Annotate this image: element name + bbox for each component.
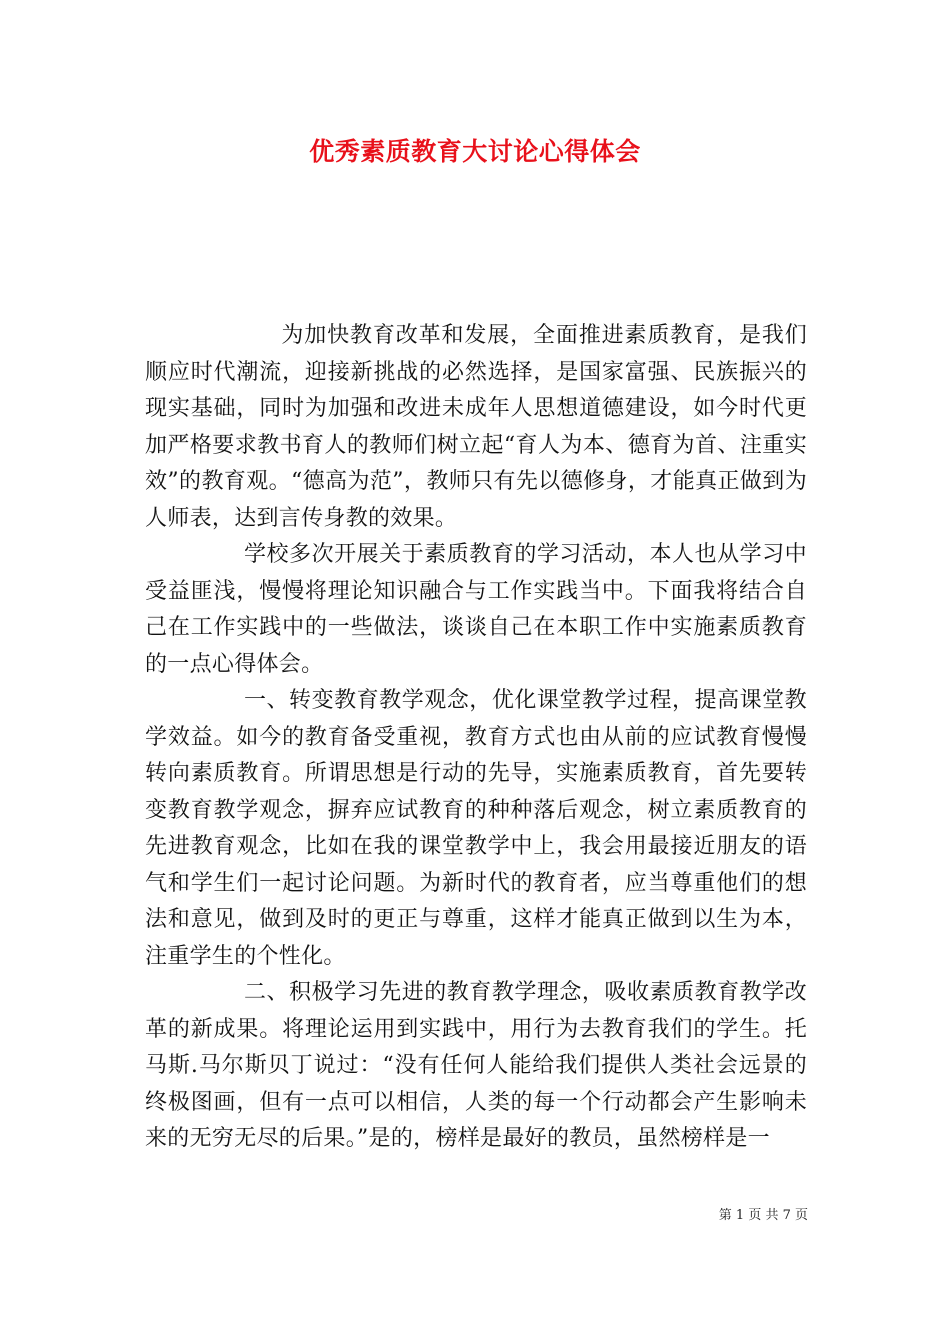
paragraph-2: 学校多次开展关于素质教育的学习活动，本人也从学习中受益匪浅，慢慢将理论知识融合与工作实践当中。下面我将结合自己在工作实践中的一些做法，谈谈自己在本职工作中实施素质教育的一点心得体会。 (145, 542, 807, 677)
paragraph-1: 为加快教育改革和发展，全面推进素质教育，是我们顺应时代潮流，迎接新挑战的必然选择，是国家富强、民族振兴的现实基础，同时为加强和改进未成年人思想道德建设，如今时代更加严格要求教书育人的教师们树立起“育人为本、德育为首、注重实效”的教育观。“德高为范”，教师只有先以德修身，才能真正做到为人师表，达到言传身教的效果。 (145, 323, 807, 531)
paragraph-3: 一、转变教育教学观念，优化课堂教学过程，提高课堂教学效益。如今的教育备受重视，教育方式也由从前的应试教育慢慢转向素质教育。所谓思想是行动的先导，实施素质教育，首先要转变教育教学观念，摒弃应试教育的种种落后观念，树立素质教育的先进教育观念，比如在我的课堂教学中上，我会用最接近朋友的语气和学生们一起讨论问题。为新时代的教育者，应当尊重他们的想法和意见，做到及时的更正与尊重，这样才能真正做到以生为本，注重学生的个性化。 (145, 688, 807, 969)
document-title: 优秀素质教育大讨论心得体会 (309, 137, 641, 166)
page-number-footer: 第 1 页 共 7 页 (718, 1208, 808, 1223)
paragraph-4: 二、积极学习先进的教育教学理念，吸收素质教育教学改革的新成果。将理论运用到实践中，用行为去教育我们的学生。托马斯.马尔斯贝丁说过：“没有任何人能给我们提供人类社会远景的终极图画，但有一点可以相信，人类的每一个行动都会产生影响未来的无穷无尽的后果。”是的，榜样是最好的教员，虽然榜样是一 (145, 980, 807, 1151)
document-body (145, 318, 807, 1158)
